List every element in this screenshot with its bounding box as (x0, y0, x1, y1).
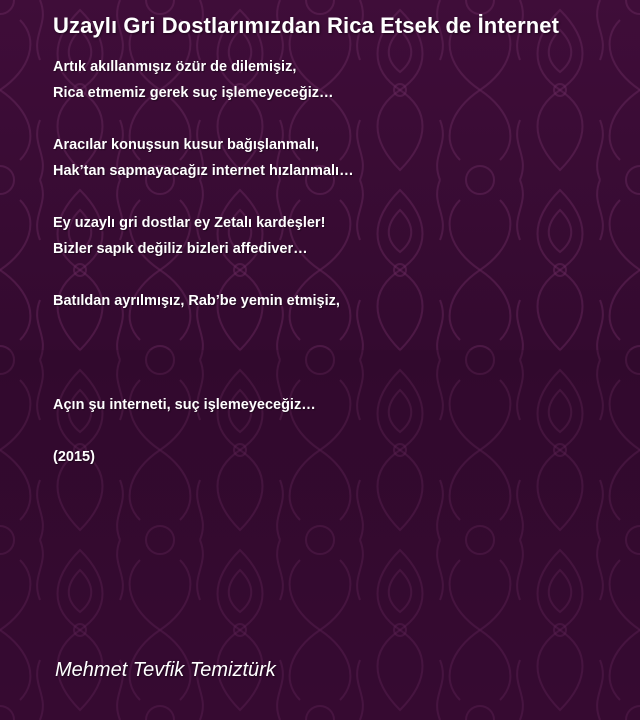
poem-author: Mehmet Tevfik Temiztürk (55, 659, 276, 681)
poem-line: Bizler sapık değiliz bizleri affediver… (53, 241, 308, 257)
poem-title: Uzaylı Gri Dostlarımızdan Rica Etsek de İnternet (53, 13, 560, 38)
stanza-gap (53, 106, 613, 132)
stanza-gap (53, 262, 613, 288)
poem-body (53, 54, 613, 470)
poem-line: Artık akıllanmışız özür de dilemişiz, (53, 59, 297, 75)
poem-line: Açın şu interneti, suç işlemeyeceğiz… (53, 397, 316, 413)
poem-year: (2015) (53, 449, 95, 465)
stanza-gap (53, 314, 613, 392)
poem-line: Hak’tan sapmayacağız internet hızlanmalı… (53, 163, 354, 179)
poem-line: Ey uzaylı gri dostlar ey Zetalı kardeşler! (53, 215, 326, 231)
poem-line: Batıldan ayrılmışız, Rab’be yemin etmişiz, (53, 293, 340, 309)
poem-line: Aracılar konuşsun kusur bağışlanmalı, (53, 137, 319, 153)
stanza-gap (53, 184, 613, 210)
stanza-gap (53, 418, 613, 444)
poem-line: Rica etmemiz gerek suç işlemeyeceğiz… (53, 85, 334, 101)
